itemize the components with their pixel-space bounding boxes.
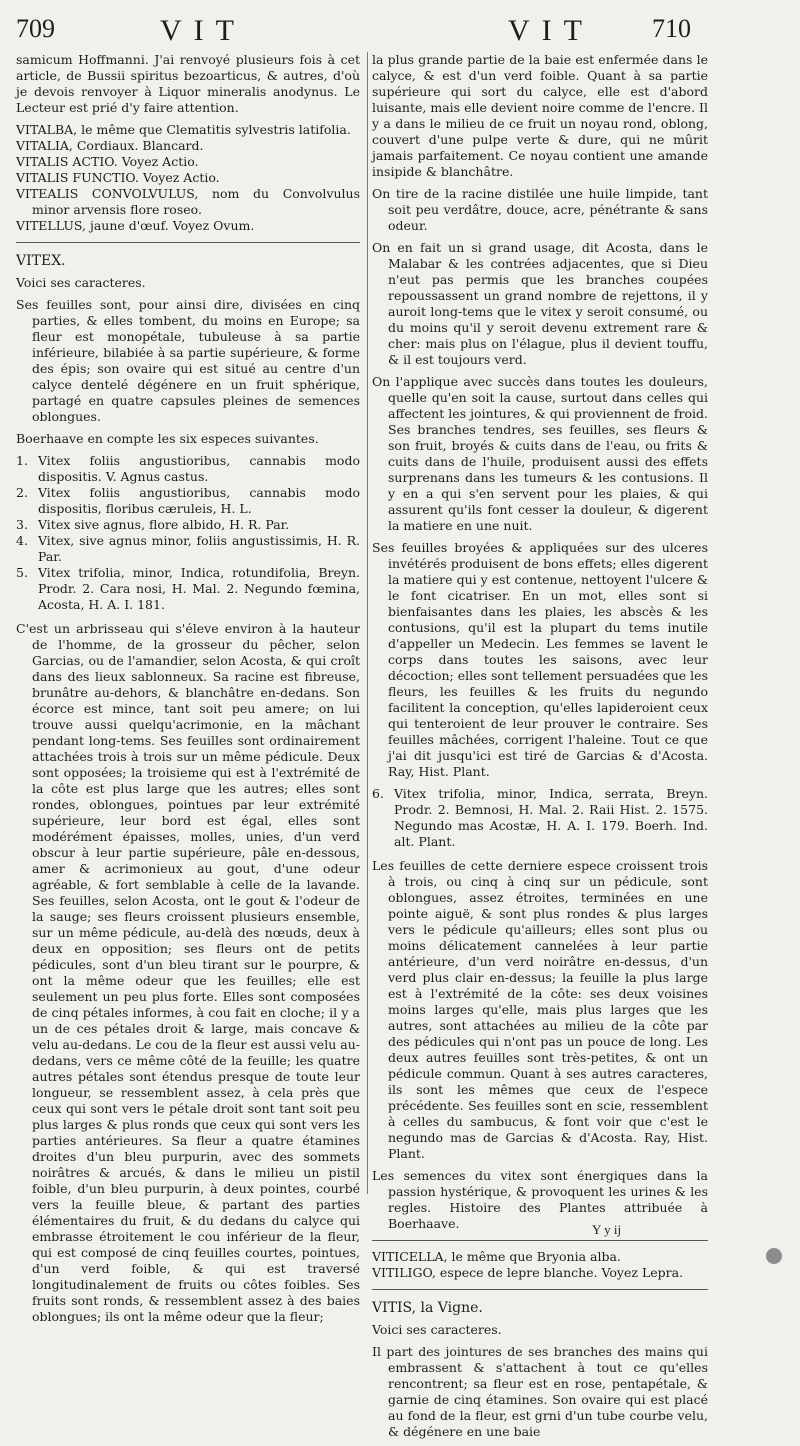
species-text: Vitex, sive agnus minor, foliis angustissimis, H. R. Par.: [38, 533, 360, 564]
species-number: 2.: [16, 485, 28, 500]
paragraph-derniere-espece: Les feuilles de cette derniere espece croissent trois à trois, ou cinq à cinq sur un pédicule, sont oblongues, assez étroites, terminées en une pointe aiguë, & sont plus rondes & plus larges vers le pédicule qu'ailleurs; elles sont plus ou moins délicatement cannelées à leur partie antérieure, d'un verd noirâtre en-dessus, d'un verd plus clair en-dessus; la feuille la plus large est à l'extrémité de la côte: ses deux voisines moins larges qu'elle, mais plus larges que les autres, sont attachées au milieu de la côte par des pédicules qui n'ont pas un pouce de long. Les deux autres feuilles sont très-petites, & ont un pédicule commun. Quant à ses autres caracteres, ils sont les mêmes que ceux de l'espece précédente. Ses feuilles sont en scie, ressemblent à celles du sambucus, & font voir que c'est le negundo mas de Garcias & d'Acosta. Ray, Hist. Plant.: [372, 858, 708, 1161]
species-item: [372, 786, 708, 850]
signature-mark: Y y ij: [592, 1222, 622, 1237]
entry-heading-vitex: VITEX.: [16, 253, 66, 269]
entry-vitalis-functio: VITALIS FUNCTIO. Voyez Actio.: [16, 170, 220, 185]
paragraph-vitis: Il part des jointures de ses branches des mains qui embrassent & s'attachent à tout ce qu'elles rencontrent; sa fleur est en rose, pentapétale, & garnie de cinq étamines. Son ovaire qui est placé au fond de la fleur, est grni d'un tube courbe velu, & dégénere en une baie: [372, 1344, 708, 1439]
species-text: Vitex trifolia, minor, Indica, serrata, Breyn. Prodr. 2. Bemnosi, H. Mal. 2. Raii Hist. 2. 1575. Negundo mas Acostæ, H. A. I. 179. Boerh. Ind. alt. Plant.: [394, 786, 708, 849]
ink-blot: [766, 1248, 782, 1264]
right-running-head: VIT: [508, 14, 594, 47]
continued-paragraph: la plus grande partie de la baie est enfermée dans le calyce, & est d'un verd foible. Quant à sa partie supérieure qui sort du calyce, elle est d'abord luisante, mais elle devient noire comme de l'encre. Il y a dans le milieu de ce fruit un noyau rond, oblong, couvert d'une pulpe verte & dure, qui ne mûrit jamais parfaitement. Ce noyau contient une amande insipide & blanchâtre.: [372, 52, 708, 179]
entry-vitealis-convolvulus: VITEALIS CONVOLVULUS, nom du Convolvulus minor arvensis flore roseo.: [16, 186, 360, 217]
species-list-continued: [372, 786, 708, 850]
entry-vitalis-actio: VITALIS ACTIO. Voyez Actio.: [16, 154, 199, 169]
section-rule: [372, 1289, 708, 1290]
species-text: Vitex trifolia, minor, Indica, rotundifolia, Breyn. Prodr. 2. Cara nosi, H. Mal. 2. Negundo fœmina, Acosta, H. A. I. 181.: [38, 565, 360, 612]
species-text: Vitex foliis angustioribus, cannabis modo dispositis. V. Agnus castus.: [38, 453, 360, 484]
vitex-description: Ses feuilles sont, pour ainsi dire, divisées en cinq parties, & elles tombent, du moins en Europe; sa fleur est monopétale, tubuleuse à sa partie inférieure, bilabiée à sa partie supérieure, & forme des épis; son ovaire qui est situé au centre d'un calyce dentelé dégénere en un fruit sphérique, partagé en quatre capsules pleines de semences oblongues.: [16, 297, 360, 424]
column-divider: [367, 52, 368, 1194]
species-item: [16, 565, 360, 613]
right-column: [372, 52, 708, 1446]
entry-viticella: VITICELLA, le même que Bryonia alba.: [372, 1249, 621, 1264]
entry-heading-vitis: VITIS, la Vigne.: [372, 1300, 483, 1316]
left-column: [16, 52, 360, 1331]
species-item: [16, 533, 360, 565]
paragraph-ulceres: Ses feuilles broyées & appliquées sur des ulceres invétérés produisent de bons effets; elles digerent la matiere qui y est contenue, nettoyent l'ulcere & le font cicatriser. En un mot, elles sont si bienfaisantes dans les plaies, les abscès & les contusions, qu'il est la plupart du tems inutile d'appeller un Medecin. Les femmes se lavent le corps dans toutes les saisons, avec leur décoction; elles sont tellement persuadées que les fleurs, les feuilles & les fruits du negundo facilitent la conception, qu'elles lapideroient ceux qui tenteroient de leur prouver le contraire. Ses feuilles mâchées, corrigent l'haleine. Tout ce que j'ai dit jusqu'ici est tiré de Garcias & d'Acosta. Ray, Hist. Plant.: [372, 540, 708, 779]
species-text: Vitex sive agnus, flore albido, H. R. Par.: [38, 517, 290, 532]
entry-vitalia: VITALIA, Cordiaux. Blancard.: [16, 138, 204, 153]
species-number: 1.: [16, 453, 28, 468]
species-text: Vitex foliis angustioribus, cannabis modo dispositis, floribus cæruleis, H. L.: [38, 485, 360, 516]
right-page-number: 710: [652, 14, 691, 43]
species-item: [16, 485, 360, 517]
continued-paragraph: samicum Hoffmanni. J'ai renvoyé plusieurs fois à cet article, de Bussii spiritus bezoarticus, & autres, d'où je devois renvoyer à Liquor mineralis anodynus. Le Lecteur est prié d'y faire attention.: [16, 52, 360, 115]
paragraph-douleurs: On l'applique avec succès dans toutes les douleurs, quelle qu'en soit la cause, surtout dans celles qui affectent les jointures, & qui proviennent de froid. Ses branches tendres, ses feuilles, ses fleurs & son fruit, broyés & cuits dans de l'eau, ou frits & cuits dans de l'huile, produisent aussi des effets surprenans dans les tumeurs & les contusions. Il y en a qui s'en servent pour les plaies, & qui assurent qu'ils font cesser la douleur, & digerent la matiere en une nuit.: [372, 374, 708, 533]
page-header: [0, 0, 800, 60]
section-rule: [372, 1240, 708, 1241]
species-number: 5.: [16, 565, 28, 580]
species-number: 4.: [16, 533, 28, 548]
arbrisseau-paragraph: C'est un arbrisseau qui s'éleve environ à la hauteur de l'homme, de la grosseur du pêcher, selon Garcias, ou de l'amandier, selon Acosta, & qui croît dans des lieux sablonneux. Sa racine est fibreuse, brunâtre au-dehors, & blanchâtre en-dedans. Son écorce est mince, tant soit peu amere; on lui trouve aussi quelqu'acrimonie, en la mâchant pendant long-tems. Ses feuilles sont ordinairement attachées trois à trois sur un même pédicule. Deux sont opposées; la troisieme qui est à l'extrémité de la côte est plus large que les autres; elles sont rondes, oblongues, pointues par leur extrémité supérieure, leur bord est égal, elles sont modérément épaisses, molles, unies, d'un verd obscur à leur partie supérieure, pâle en-dessous, amer & acrimonieux au gout, d'une odeur agréable, & fort semblable à celle de la lavande. Ses feuilles, selon Acosta, ont le gout & l'odeur de la sauge; ses fleurs croissent plusieurs ensemble, sur un même pédicule, au-delà des nœuds, deux à deux en opposition; ses fleurs ont de petits pédicules, sont d'un bleu tirant sur le pourpre, & ont la même odeur que les feuilles; elle est seulement un peu plus forte. Elles sont composées de cinq pétales informes, à cou fait en cloche; il y a un de ces pétales droit & large, mais concave & velu au-dedans. Le cou de la fleur est aussi velu au-dedans, vers ce même côté de la feuille; les quatre autres pétales sont étendus presque de toute leur longueur, se ressemblent assez, à cela près que ceux qui sont vers le pétale droit sont tant soit peu plus larges & plus ronds que ceux qui sont vers les parties antérieures. Sa fleur a quatre étamines droites d'un bleu purpurin, avec des sommets noirâtres & arcués, & dans le milieu un pistil foible, d'un bleu purpurin, à deux pointes, courbé vers la feuille bleue, & partant des parties élémentaires du fruit, & du dedans du calyce qui embrasse étroitement le cou inférieur de la fleur, qui est composé de cinq feuilles courtes, pointues, d'un verd foible, & qui est traversé longitudinalement de fruits ou côtes foibles. Ses fruits sont ronds, & ressemblent assez à des baies oblongues; ils ont la même odeur que la fleur;: [16, 621, 360, 1324]
section-rule: [16, 242, 360, 243]
caracteres-line: Voici ses caracteres.: [372, 1322, 502, 1337]
entry-vitellus: VITELLUS, jaune d'œuf. Voyez Ovum.: [16, 218, 255, 233]
species-item: [16, 517, 360, 533]
species-list: [16, 453, 360, 613]
paragraph-huile: On tire de la racine distilée une huile limpide, tant soit peu verdâtre, douce, acre, pénétrante & sans odeur.: [372, 186, 708, 233]
left-running-head: VIT: [160, 14, 246, 47]
entry-vitalba: VITALBA, le même que Clematitis sylvestris latifolia.: [16, 122, 351, 137]
boerhaave-line: Boerhaave en compte les six especes suivantes.: [16, 431, 319, 446]
paragraph-semences: Les semences du vitex sont énergiques dans la passion hystérique, & provoquent les urines & les regles. Histoire des Plantes attribuée à Boerhaave.: [372, 1168, 708, 1231]
entry-vitiligo: VITILIGO, espece de lepre blanche. Voyez Lepra.: [372, 1265, 684, 1280]
paragraph-usage: On en fait un si grand usage, dit Acosta, dans le Malabar & les contrées adjacentes, que si Dieu n'eut pas permis que les branches coupées repoussassent un grand nombre de rejettons, il y auroit long-tems que le vitex y seroit consumé, ou du moins qu'il y seroit devenu extrement rare & cher: mais plus on l'élague, plus il devient touffu, & il est toujours verd.: [372, 240, 708, 367]
left-page-number: 709: [16, 14, 55, 43]
species-number: 3.: [16, 517, 28, 532]
caracteres-line: Voici ses caracteres.: [16, 275, 146, 290]
species-item: [16, 453, 360, 485]
species-number: 6.: [372, 786, 384, 801]
